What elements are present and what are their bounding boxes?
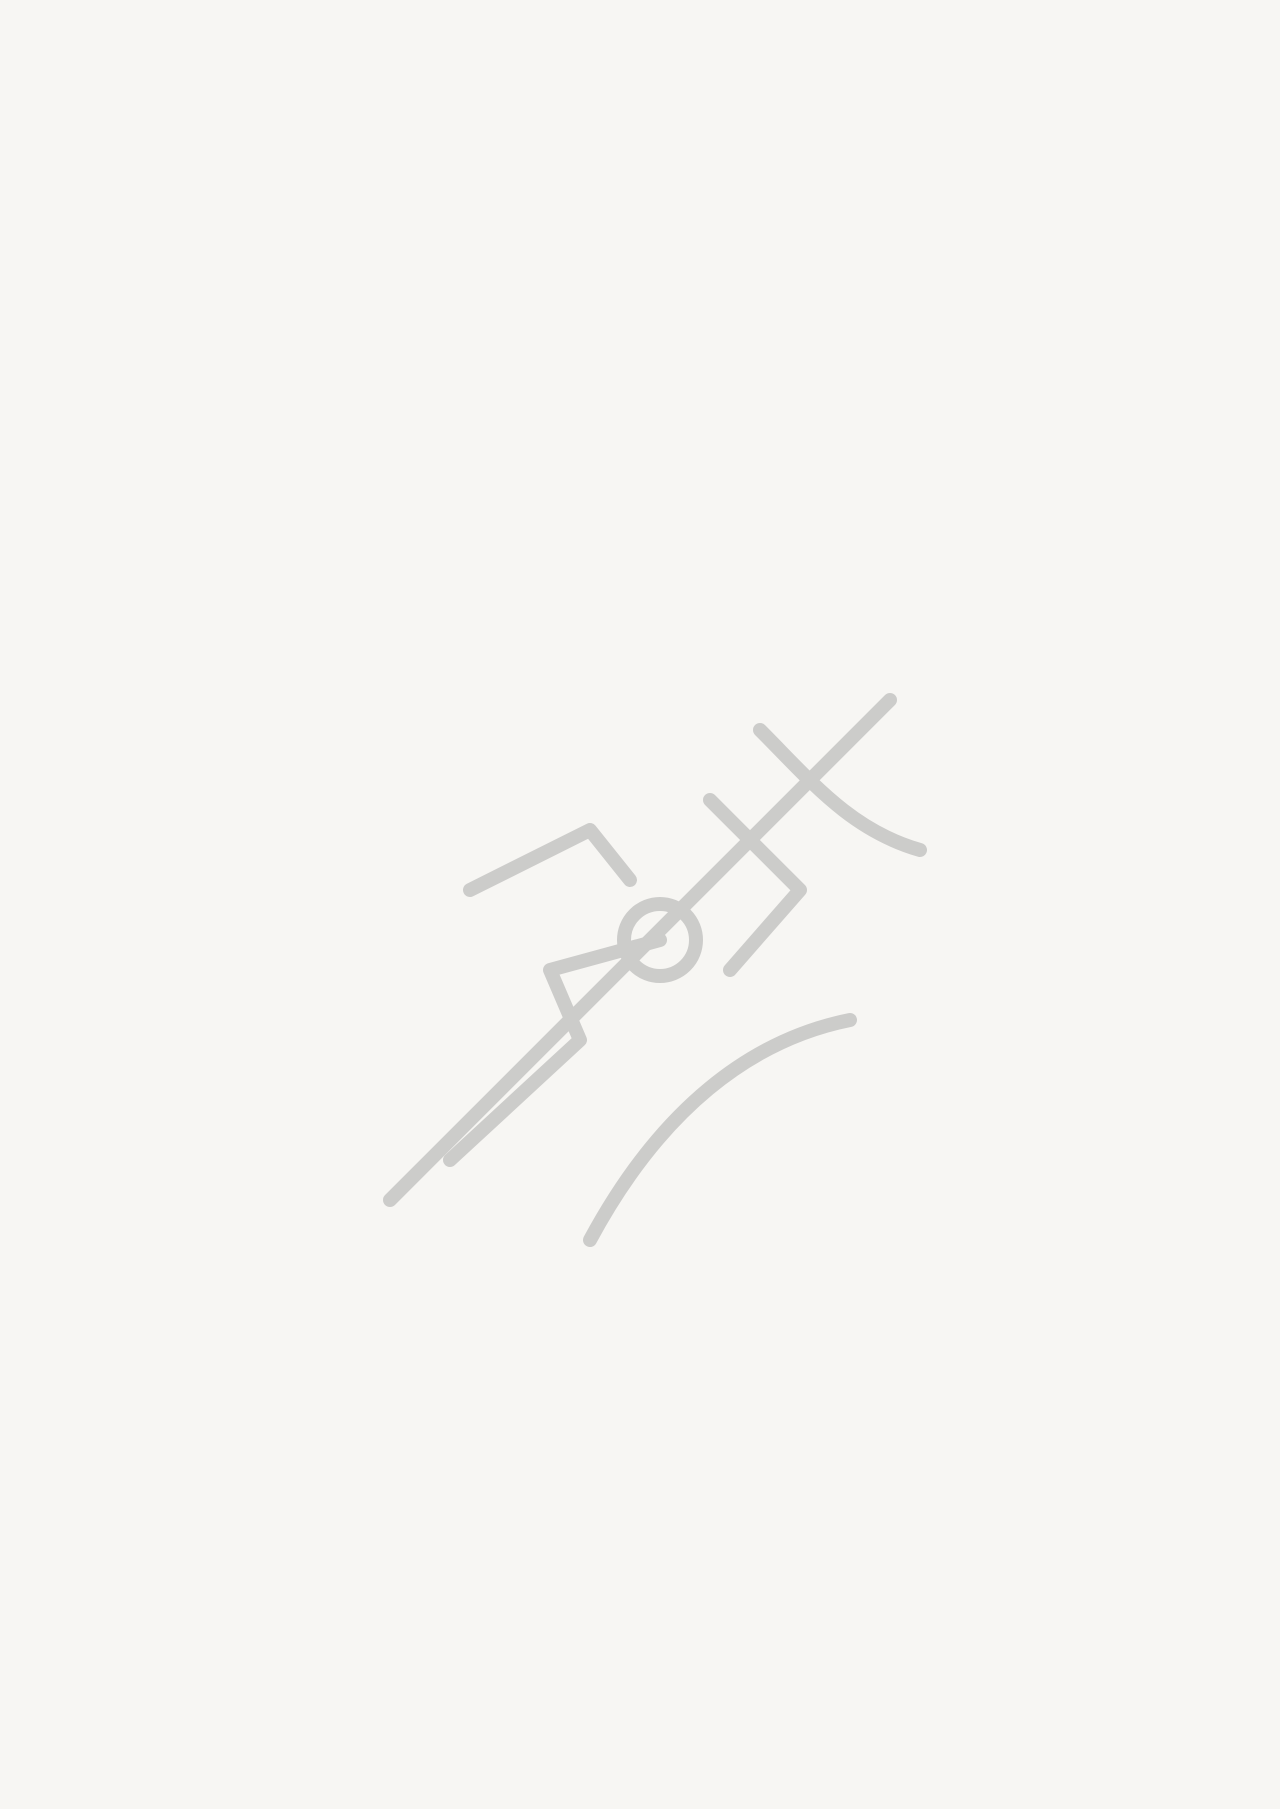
bottom-text-block xyxy=(105,905,1225,1710)
top-text-block xyxy=(105,60,1225,840)
